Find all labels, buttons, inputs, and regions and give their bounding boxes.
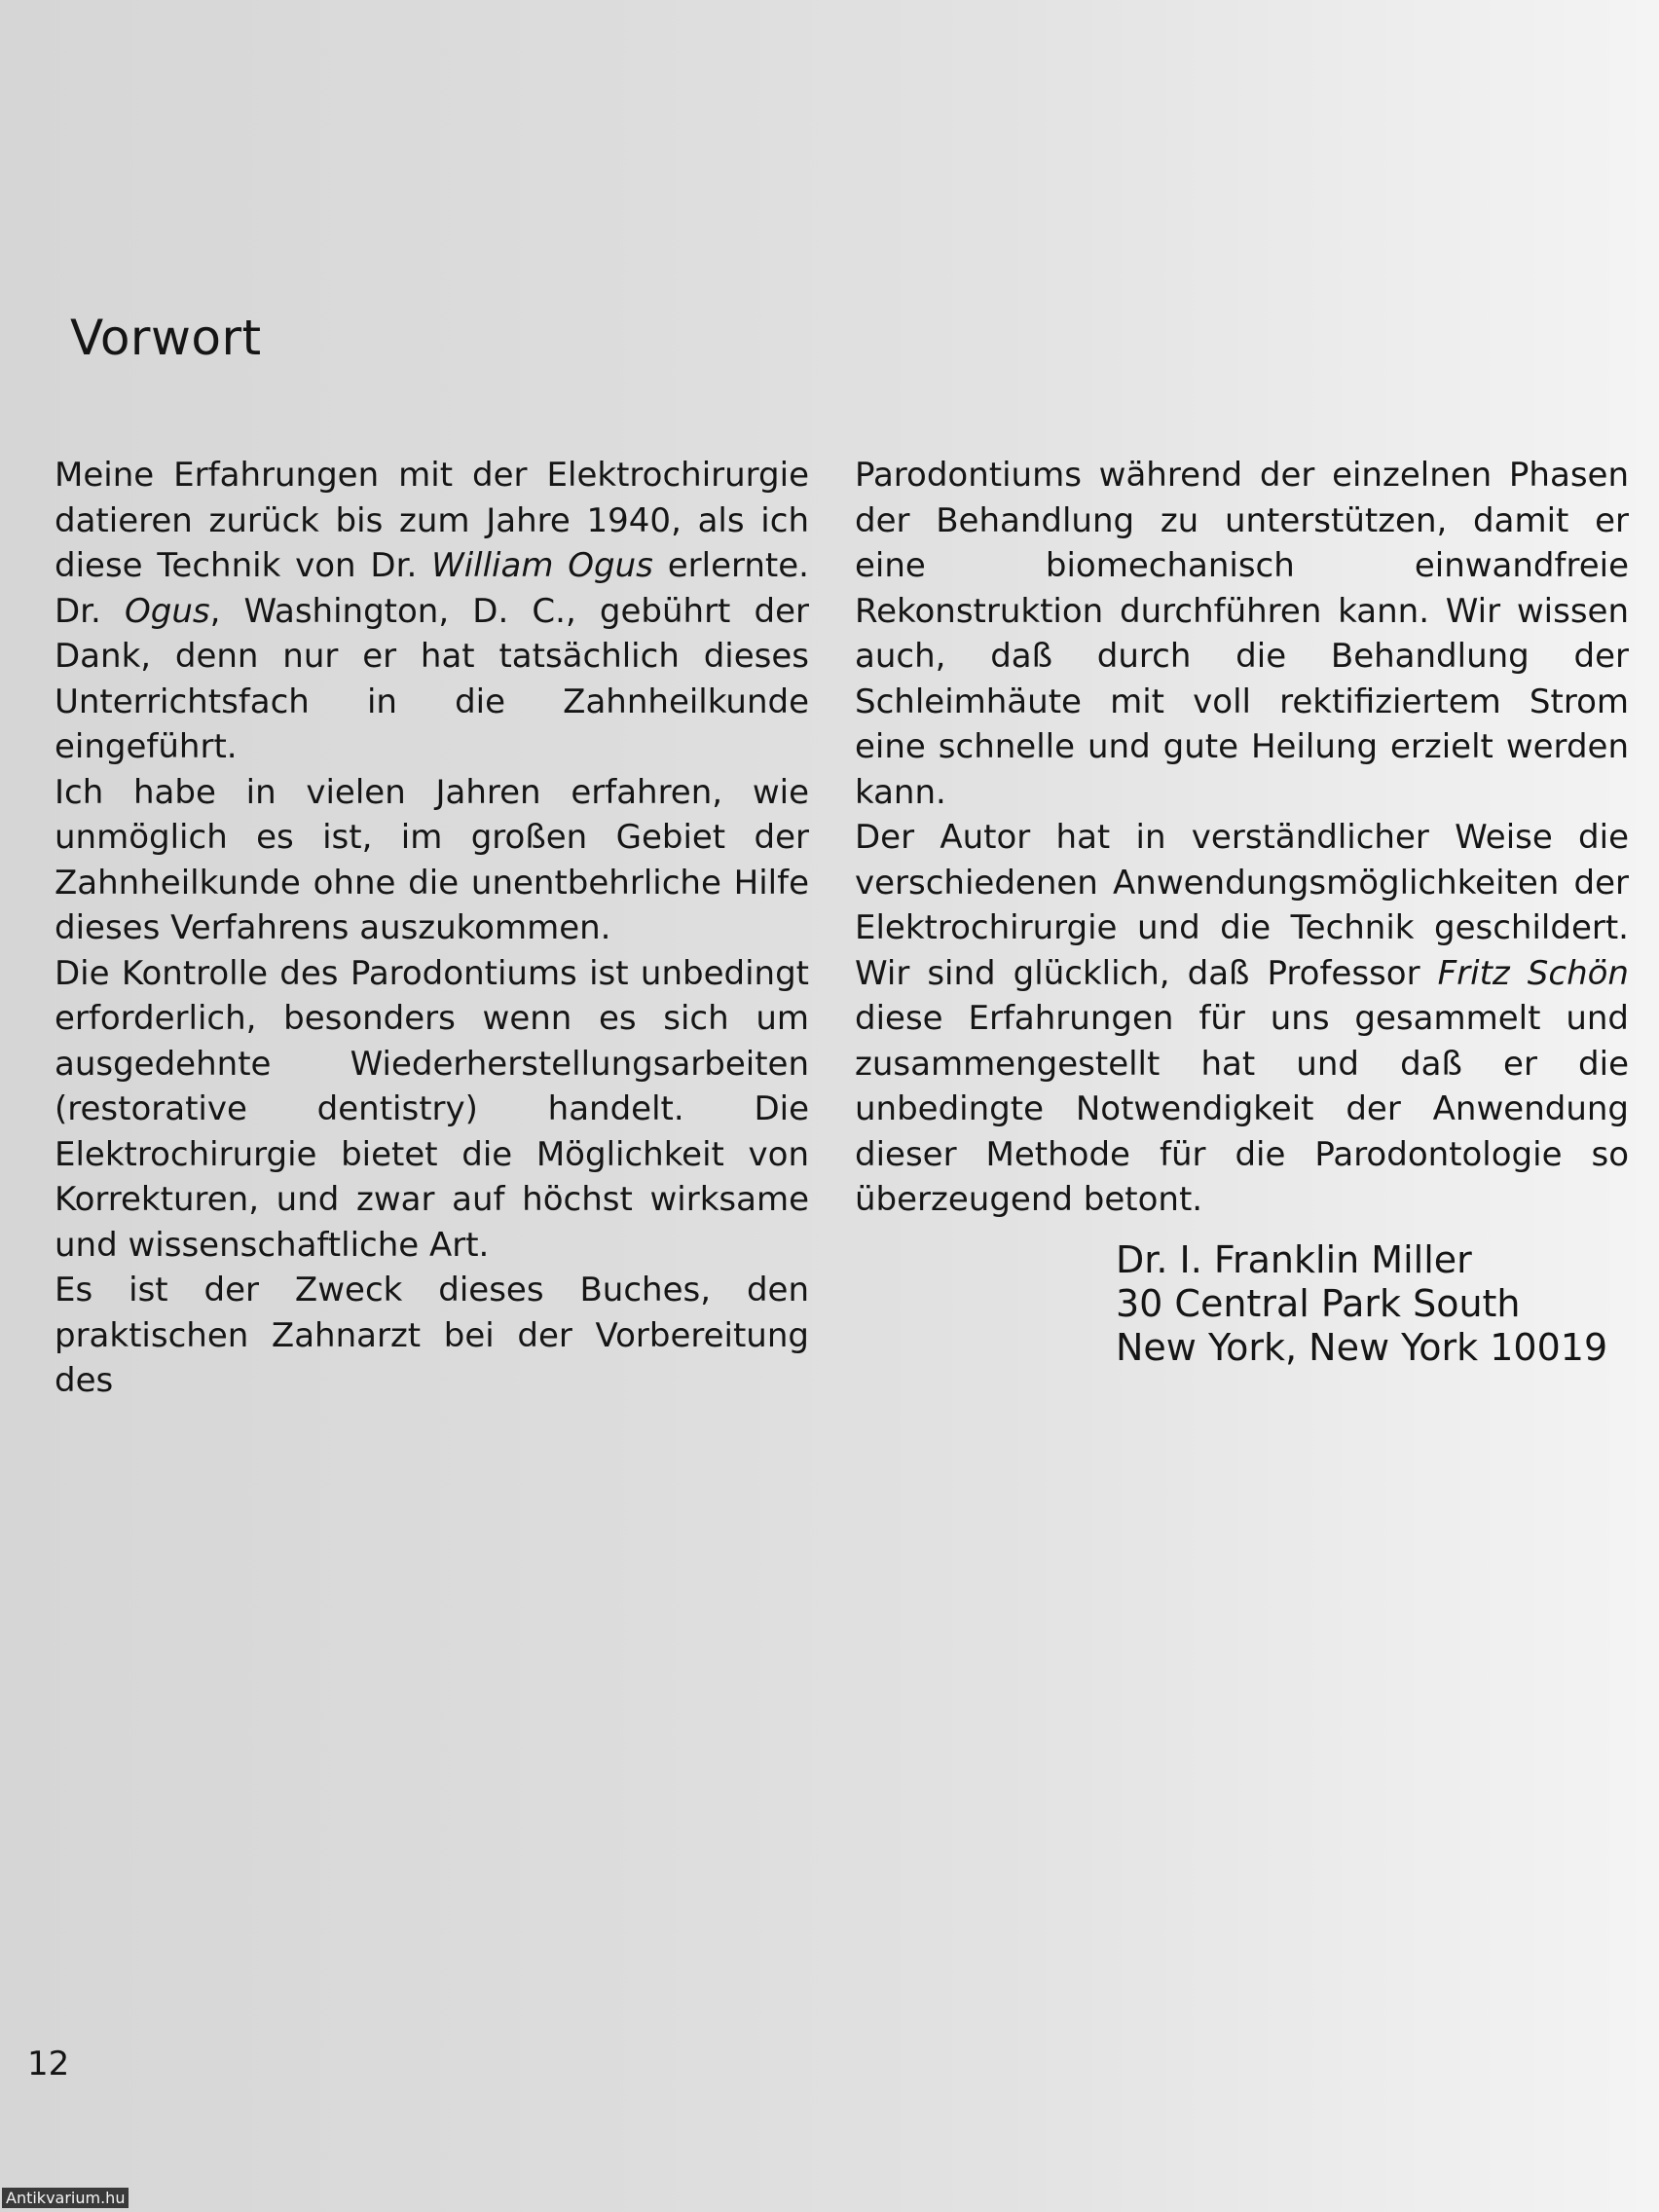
paragraph-5: Parodontiums während der einzelnen Phasen der Behandlung zu unterstützen, damit er eine biomechanisch einwandfreie Rekonstruktion durchführen kann. Wir wissen auch, daß durch die Behandlung der Schleimhäute mit voll rektifiziertem Strom eine schnelle und gute Heilung erzielt werden kann. [855,456,1629,812]
paragraph-1-text-a: Meine Erfahrungen mit der Elektrochirurgie datieren zurück bis zum Jahre 1940, als ich diese Technik von Dr. [55,456,809,585]
signature-name: Dr. I. Franklin Miller [1116,1238,1472,1281]
signature-city: New York, New York 10019 [1116,1326,1608,1369]
paragraph-6-text-b: diese Erfahrungen für uns gesammelt und zusammengestellt hat und daß er die unbedingte Notwendigkeit der Anwendung dieser Methode für die Parodontologie so überzeugend betont. [855,999,1629,1219]
signature-block [1116,1238,1607,1370]
left-column [55,453,809,1404]
watermark: Antikvarium.hu [2,2188,129,2208]
paragraph-1-text-c: , Washington, D. C., gebührt der Dank, denn nur er hat tatsächlich dieses Unterrichtsfach in die Zahnheilkunde eingeführt. [55,591,809,766]
page-number: 12 [27,2045,70,2083]
person-name-fritz-schoen: Fritz Schön [1437,953,1629,993]
page-title: Vorwort [70,310,262,366]
paragraph-4: Es ist der Zweck dieses Buches, den praktischen Zahnarzt bei der Vorbereitung des [55,1271,809,1400]
paragraph-6-text-a: Der Autor hat in verständlicher Weise die verschiedenen Anwendungsmöglichkeiten der Elektrochirurgie und die Technik geschildert. Wir sind glücklich, daß Professor [855,818,1629,993]
person-name-ogus: Ogus [124,591,210,631]
paragraph-1 [55,453,809,770]
paragraph-1-text-b: erlernte. Dr. [55,546,809,631]
paragraph-6 [855,815,1629,1223]
person-name-william-ogus: William Ogus [431,546,653,585]
right-column [855,453,1629,1223]
paragraph-3: Die Kontrolle des Parodontiums ist unbedingt erforderlich, besonders wenn es sich um ausgedehnte Wiederherstellungsarbeiten (restorative dentistry) handelt. Die Elektrochirurgie bietet die Möglichkeit von Korrekturen, und zwar auf höchst wirksame und wissenschaftliche Art. [55,953,809,1265]
signature-street: 30 Central Park South [1116,1282,1521,1325]
paragraph-2: Ich habe in vielen Jahren erfahren, wie unmöglich es ist, im großen Gebiet der Zahnheilkunde ohne die unentbehrliche Hilfe dieses Verfahrens auszukommen. [55,772,809,947]
